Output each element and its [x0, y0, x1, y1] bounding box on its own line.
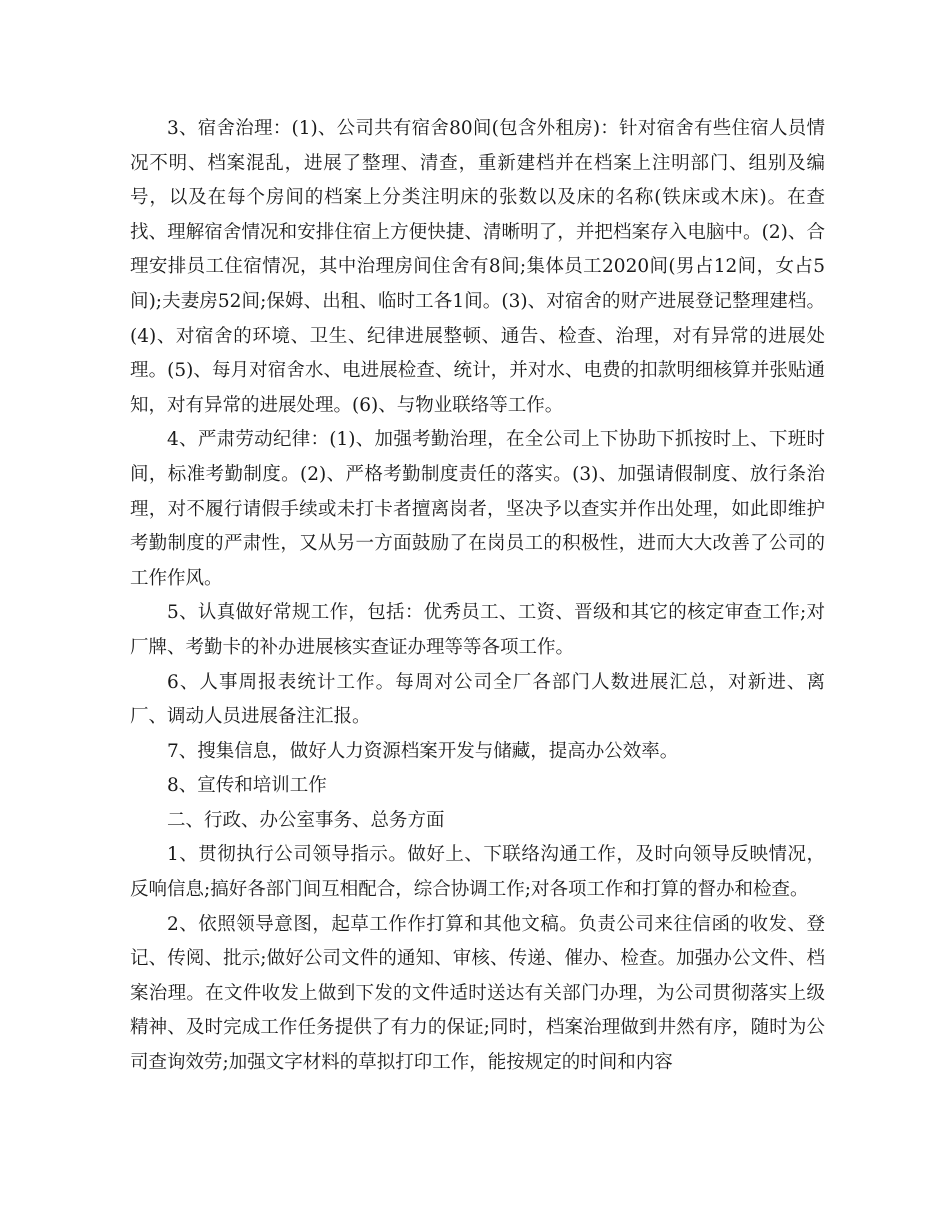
paragraph-routine-work: 5、认真做好常规工作，包括：优秀员工、工资、晋级和其它的核定审查工作;对厂牌、考勤卡的补办进展核实查证办理等等各项工作。: [130, 602, 825, 658]
paragraph-weekly-report: 6、人事周报表统计工作。每周对公司全厂各部门人数进展汇总，对新进、离厂、调动人员进展备注汇报。: [130, 671, 825, 728]
paragraph-dormitory-management: 3、宿舍治理：(1)、公司共有宿舍80间(包含外租房)：针对宿舍有些住宿人员情况不明、档案混乱，进展了整理、清查，重新建档并在档案上注明部门、组别及编号，以及在每个房间的档案上分类注明床的张数以及床的名称(铁床或木床)。在查找、理解宿舍情况和安排住宿上方便快捷、清晰明了，并把档案存入电脑中。(2)、合理安排员工住宿情况，其中治理房间住舍有8间;集体员工2020间(男占12间，女占5间);夫妻房52间;保姆、出租、临时工各1间。(3)、对宿舍的财产进展登记整理建档。(4)、对宿舍的环境、卫生、纪律进展整顿、通告、检查、治理，对有异常的进展处理。(5)、每月对宿舍水、电进展检查、统计，并对水、电费的扣款明细核算并张贴通知，对有异常的进展处理。(6)、与物业联络等工作。: [130, 118, 825, 416]
paragraph-publicity-training: 8、宣传和培训工作: [167, 775, 327, 797]
section-heading-administration: 二、行政、办公室事务、总务方面: [167, 809, 445, 831]
document-body: [130, 112, 825, 1081]
paragraph-labor-discipline: 4、严肃劳动纪律：(1)、加强考勤治理，在全公司上下协助下抓按时上、下班时间，标准考勤制度。(2)、严格考勤制度责任的落实。(3)、加强请假制度、放行条治理，对不履行请假手续或未打卡者擅离岗者，坚决予以查实并作出处理，如此即维护考勤制度的严肃性，又从另一方面鼓励了在岗员工的积极性，进而大大改善了公司的工作作风。: [130, 429, 825, 589]
paragraph-document-drafting: 2、依照领导意图，起草工作作打算和其他文稿。负责公司来往信函的收发、登记、传阅、批示;做好公司文件的通知、审核、传递、催办、检查。加强办公文件、档案治理。在文件收发上做到下发的文件适时送达有关部门办理，为公司贯彻落实上级精神、及时完成工作任务提供了有力的保证;同时，档案治理做到井然有序，随时为公司查询效劳;加强文字材料的草拟打印工作，能按规定的时间和内容: [130, 913, 825, 1074]
paragraph-information-collection: 7、搜集信息，做好人力资源档案开发与储藏，提高办公效率。: [167, 740, 679, 762]
paragraph-leadership-instructions: 1、贯彻执行公司领导指示。做好上、下联络沟通工作，及时向领导反映情况，反响信息;搞好各部门间互相配合，综合协调工作;对各项工作和打算的督办和检查。: [130, 844, 825, 901]
